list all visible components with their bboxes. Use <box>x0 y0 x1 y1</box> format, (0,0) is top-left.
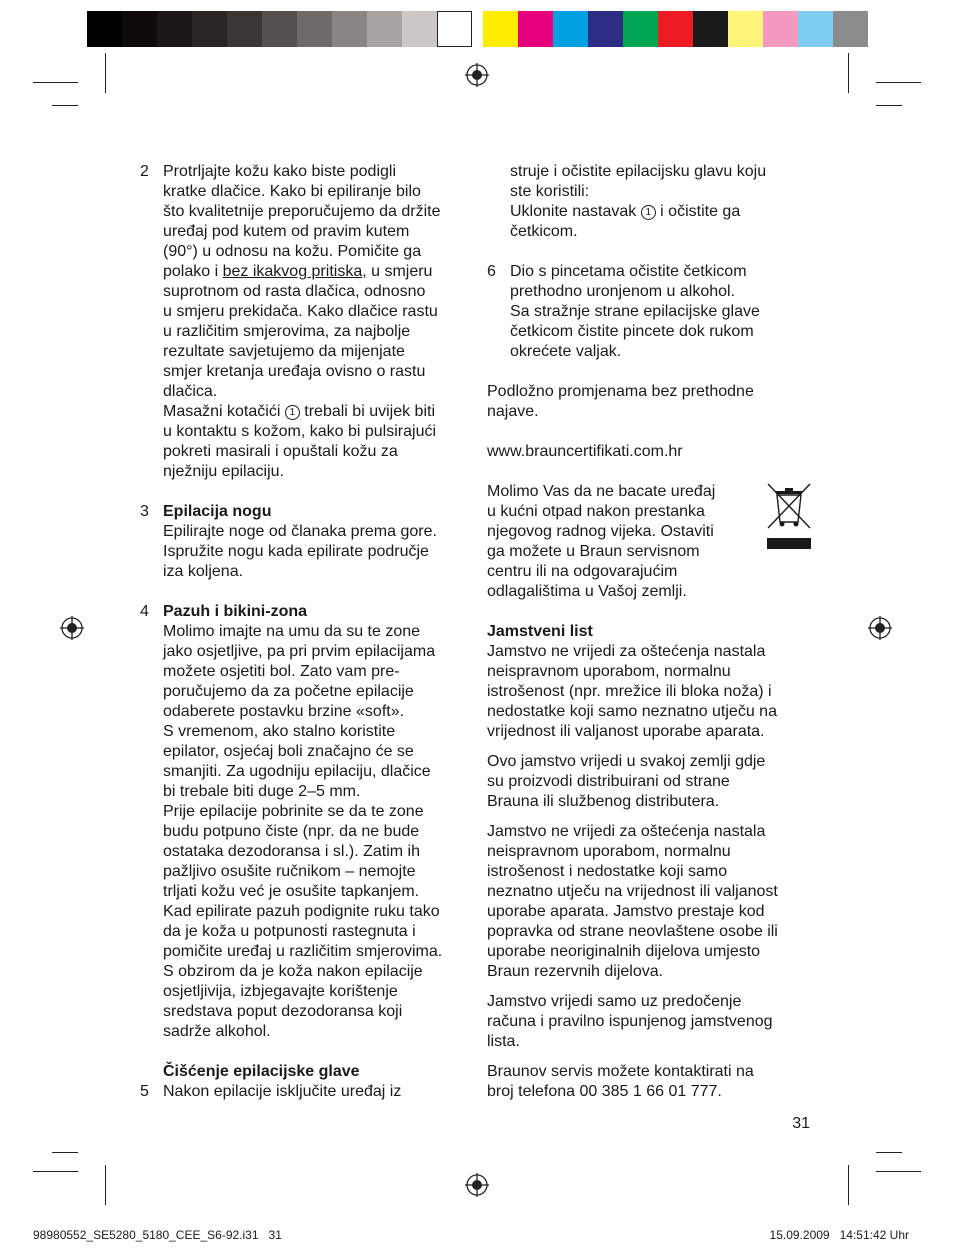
text-line: prethodno uronjenom u alkohol. <box>510 283 736 300</box>
circled-number-icon: 1 <box>285 405 300 420</box>
text-line: neispravnom uporabom, normalnu <box>487 843 731 860</box>
text-line: rezultate savjetujemo da mijenjate <box>163 343 405 360</box>
color-swatch <box>122 11 157 47</box>
crop-mark <box>33 82 78 83</box>
crop-mark <box>848 1165 849 1205</box>
text-line: Braunov servis možete kontaktirati na <box>487 1063 754 1080</box>
color-swatch <box>658 11 693 47</box>
notice-text: najave. <box>487 403 539 420</box>
text-line: jako osjetljive, pa pri prvim epilacijama <box>163 643 436 660</box>
color-swatch <box>693 11 728 47</box>
disposal-notice <box>487 482 817 602</box>
text-line: Ovo jamstvo vrijedi u svakoj zemlji gdje <box>487 753 766 770</box>
underlined-emphasis: bez ikakvog pritiska, <box>222 263 367 280</box>
text-line: osjetljivija, izbjegavajte korištenje <box>163 983 398 1000</box>
crop-mark <box>876 1152 902 1153</box>
text-line: Uklonite nastavak 1 i očistite ga <box>510 203 741 220</box>
text-line: nedostatke koji samo neznatno utječu na <box>487 703 777 720</box>
color-swatch <box>192 11 227 47</box>
text-line: Sa stražnje strane epilacijske glave <box>510 303 760 320</box>
color-swatch <box>157 11 192 47</box>
text-line: ga možete u Braun servisnom <box>487 543 700 560</box>
color-swatch <box>297 11 332 47</box>
color-swatch <box>833 11 868 47</box>
text-line: Protrljajte kožu kako biste podigli <box>163 163 397 180</box>
right-column <box>487 162 817 1102</box>
text-line: (90°) u odnosu na kožu. Pomičite ga <box>163 243 422 260</box>
step-body <box>510 162 817 242</box>
text-line: istrošenost (npr. mrežice ili bloka noža) i <box>487 683 772 700</box>
text-line: vrijednost ili valjanost uporabe aparata. <box>487 723 765 740</box>
text-line: dlačica. <box>163 383 218 400</box>
text-line: broj telefona 00 385 1 66 01 777. <box>487 1083 722 1100</box>
text-line: bi trebale biti duge 2–5 mm. <box>163 783 361 800</box>
text-line: njegovog radnog vijeka. Ostaviti <box>487 523 714 540</box>
crop-mark <box>52 1152 78 1153</box>
text-line: smjer kretanja uređaja ovisno o rastu <box>163 363 426 380</box>
step-body <box>163 602 470 1042</box>
text-line: budu potpuno čiste (npr. da ne bude <box>163 823 420 840</box>
color-swatch <box>437 11 472 47</box>
text-line: su proizvodi distribuirani od strane <box>487 773 730 790</box>
print-file-slug: 98980552_SE5280_5180_CEE_S6-92.i31 31 <box>33 1228 282 1242</box>
color-swatch <box>798 11 833 47</box>
text-line: centru ili na odgovarajućim <box>487 563 678 580</box>
text-line: Dio s pincetama očistite četkicom <box>510 263 747 280</box>
text-line: u smjeru prekidača. Kako dlačice rastu <box>163 303 438 320</box>
crop-mark <box>876 105 902 106</box>
text-line: u kućni otpad nakon prestanka <box>487 503 705 520</box>
color-swatch <box>518 11 553 47</box>
text-line: Nakon epilacije isključite uređaj iz <box>163 1083 402 1100</box>
crop-mark <box>105 53 106 93</box>
step-number: 3 <box>140 503 149 520</box>
text-line: Jamstvo ne vrijedi za oštećenja nastala <box>487 823 766 840</box>
step-title: Epilacija nogu <box>163 503 272 520</box>
text-line: S obzirom da je koža nakon epilacije <box>163 963 423 980</box>
text-line: pokreti masirali i opuštali kožu za <box>163 443 398 460</box>
warranty-title: Jamstveni list <box>487 623 593 640</box>
step-number: 6 <box>487 263 496 280</box>
text-line: iza koljena. <box>163 563 244 580</box>
crop-mark <box>876 82 921 83</box>
color-swatch <box>763 11 798 47</box>
color-swatch <box>402 11 437 47</box>
text-line: možete osjetiti bol. Zato vam pre- <box>163 663 400 680</box>
text-line: Braun rezervnih dijelova. <box>487 963 664 980</box>
step-4 <box>140 602 470 1042</box>
text-line: četkicom čistite pincete dok rukom <box>510 323 754 340</box>
circled-number-icon: 1 <box>641 205 656 220</box>
text-line: S vremenom, ako stalno koristite <box>163 723 396 740</box>
step-body <box>510 262 817 362</box>
grayscale-calibration-bar <box>87 11 472 47</box>
color-swatch <box>728 11 763 47</box>
section-heading-cleaning <box>140 1062 470 1082</box>
step-body <box>163 162 470 482</box>
text-line: Jamstvo vrijedi samo uz predočenje <box>487 993 742 1010</box>
registration-mark-icon <box>60 616 84 640</box>
color-swatch <box>332 11 367 47</box>
text-line: popravka od strane neovlaštene osobe ili <box>487 923 778 940</box>
text-line: neispravnom uporabom, normalnu <box>487 663 731 680</box>
text-line: struje i očistite epilacijsku glavu koju <box>510 163 767 180</box>
text-line: Kad epilirate pazuh podignite ruku tako <box>163 903 440 920</box>
step-6 <box>487 262 817 362</box>
text-line: Ispružite nogu kada epilirate područje <box>163 543 429 560</box>
text-line: epilator, osjećaj boli značajno će se <box>163 743 414 760</box>
text-line: lista. <box>487 1033 520 1050</box>
text-line: odlagalištima u Vašoj zemlji. <box>487 583 687 600</box>
step-title: Pazuh i bikini-zona <box>163 603 308 620</box>
color-calibration-bar <box>483 11 868 47</box>
step-5-continued <box>487 162 817 242</box>
color-swatch <box>553 11 588 47</box>
text-line: kratke dlačice. Kako bi epiliranje bilo <box>163 183 421 200</box>
print-timestamp: 15.09.2009 14:51:42 Uhr <box>769 1228 909 1242</box>
text-line: odaberete postavku brzine «soft». <box>163 703 405 720</box>
text-line: okrećete valjak. <box>510 343 622 360</box>
text-line: uporabe aparata. Jamstvo prestaje kod <box>487 903 765 920</box>
step-2 <box>140 162 470 482</box>
color-swatch <box>367 11 402 47</box>
step-number: 4 <box>140 603 149 620</box>
step-5 <box>140 1082 470 1102</box>
color-swatch <box>227 11 262 47</box>
text-line: polako i bez ikakvog pritiska, u smjeru <box>163 263 433 280</box>
page-number: 31 <box>792 1115 810 1132</box>
step-body <box>163 502 470 582</box>
text-line: pomičite uređaj u različitim smjerovima. <box>163 943 443 960</box>
crop-mark <box>33 1171 78 1172</box>
step-number: 2 <box>140 163 149 180</box>
text-line: Jamstvo ne vrijedi za oštećenja nastala <box>487 643 766 660</box>
text-line: računa i pravilno ispunjenog jamstvenog <box>487 1013 773 1030</box>
website-url: www.brauncertifikati.com.hr <box>487 443 683 460</box>
registration-mark-icon <box>465 1173 489 1197</box>
registration-mark-icon <box>868 616 892 640</box>
text-line: uređaj pod kutem od pravim kutem <box>163 223 410 240</box>
section-title: Čišćenje epilacijske glave <box>163 1063 360 1080</box>
crop-mark <box>848 53 849 93</box>
text-line: sredstava poput dezodoransa koji <box>163 1003 403 1020</box>
text-line: što kvalitetnije preporučujemo da držite <box>163 203 441 220</box>
color-swatch <box>262 11 297 47</box>
text-line: Molimo imajte na umu da su te zone <box>163 623 421 640</box>
color-swatch <box>623 11 658 47</box>
notice-text: Podložno promjenama bez prethodne <box>487 383 754 400</box>
text-line: da je koža u potpunosti rastegnuta i <box>163 923 416 940</box>
crossed-out-wheelie-bin-icon <box>765 482 813 552</box>
text-line: u kontaktu s kožom, kako bi pulsirajući <box>163 423 437 440</box>
text-line: ste koristili: <box>510 183 590 200</box>
text-line: neznatno utječu na vrijednost ili valjanost <box>487 883 778 900</box>
text-line: sadrže alkohol. <box>163 1023 271 1040</box>
text-line: Masažni kotačići 1 trebali bi uvijek biti <box>163 403 435 420</box>
text-line: istrošenost i nedostatke koji samo <box>487 863 728 880</box>
text-line: trljati kožu već je osušite tapkanjem. <box>163 883 420 900</box>
left-column <box>140 162 470 1102</box>
crop-mark <box>876 1171 921 1172</box>
text-line: poručujemo da za početne epilacije <box>163 683 414 700</box>
step-number: 5 <box>140 1083 149 1100</box>
text-line: u različitim smjerovima, za najbolje <box>163 323 411 340</box>
text-line: ostataka dezodoransa i sl.). Zatim ih <box>163 843 421 860</box>
step-3 <box>140 502 470 582</box>
text-line: četkicom. <box>510 223 578 240</box>
text-line: Brauna ili službenog distributera. <box>487 793 720 810</box>
text-line: nježniju epilaciju. <box>163 463 284 480</box>
crop-mark <box>52 105 78 106</box>
color-swatch <box>483 11 518 47</box>
text-line: pažljivo osušite ručnikom – nemojte <box>163 863 416 880</box>
text-line: Epilirajte noge od članaka prema gore. <box>163 523 437 540</box>
registration-mark-icon <box>465 63 489 87</box>
text-line: uporabe neoriginalnih dijelova umjesto <box>487 943 761 960</box>
text-line: Molimo Vas da ne bacate uređaj <box>487 483 716 500</box>
color-swatch <box>588 11 623 47</box>
text-line: Prije epilacije pobrinite se da te zone <box>163 803 424 820</box>
text-line: smanjiti. Za ugodniju epilaciju, dlačice <box>163 763 431 780</box>
text-line: suprotnom od rasta dlačica, odnosno <box>163 283 426 300</box>
crop-mark <box>105 1165 106 1205</box>
color-swatch <box>87 11 122 47</box>
